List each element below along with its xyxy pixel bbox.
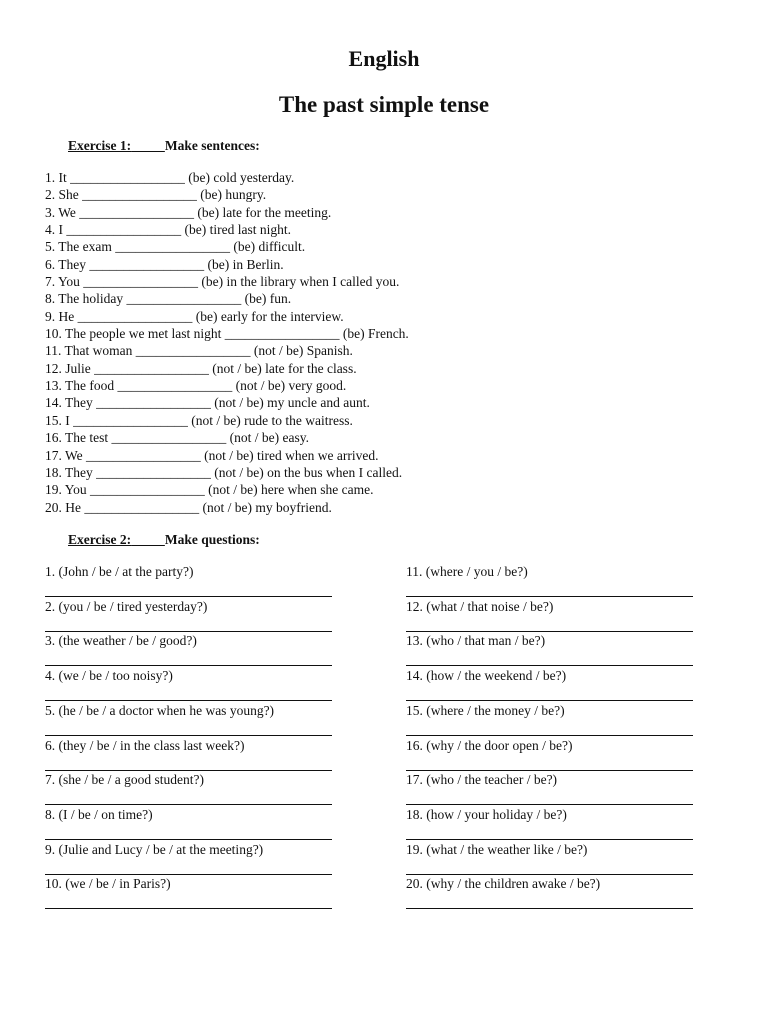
exercise-2-question: 18. (how / your holiday / be?) xyxy=(406,806,567,822)
exercise-2-question: 5. (he / be / a doctor when he was young?) xyxy=(45,702,275,718)
exercise-1-item: 4. I _________________ (be) tired last night. xyxy=(45,222,291,238)
exercise-2-question: 3. (the weather / be / good?) xyxy=(45,633,197,649)
exercise-2-question: 12. (what / that noise / be?) xyxy=(406,598,554,614)
exercise-2-question: 16. (why / the door open / be?) xyxy=(406,737,573,753)
page-title: English xyxy=(348,46,420,71)
exercise-1-heading xyxy=(68,138,260,154)
exercise-1-item: 18. They _________________ (not / be) on the bus when I called. xyxy=(45,464,403,480)
exercise-2-question: 14. (how / the weekend / be?) xyxy=(406,668,567,684)
exercise-2-question: 6. (they / be / in the class last week?) xyxy=(45,737,245,753)
exercise-2-question: 2. (you / be / tired yesterday?) xyxy=(45,598,208,614)
exercise-2-question: 8. (I / be / on time?) xyxy=(45,806,153,822)
exercise-1-item: 13. The food _________________ (not / be) very good. xyxy=(45,378,347,394)
exercise-1-item: 5. The exam _________________ (be) difficult. xyxy=(45,239,306,255)
exercise-2-question: 13. (who / that man / be?) xyxy=(406,633,546,649)
exercise-1-item: 6. They _________________ (be) in Berlin. xyxy=(45,256,284,272)
exercise-1-item: 10. The people we met last night _________________ (be) French. xyxy=(45,326,409,342)
exercise-2-question: 11. (where / you / be?) xyxy=(406,564,528,579)
exercise-1-instruction: Make sentences: xyxy=(164,138,260,153)
exercise-2-label: Exercise 2: xyxy=(68,532,132,547)
exercise-1-item: 7. You _________________ (be) in the library when I called you. xyxy=(45,274,400,290)
exercise-2-gap xyxy=(131,532,165,547)
exercise-2-question: 10. (we / be / in Paris?) xyxy=(45,876,171,892)
exercise-1-gap xyxy=(131,138,165,153)
exercise-2-question: 7. (she / be / a good student?) xyxy=(45,772,204,788)
exercise-1-item: 19. You _________________ (not / be) here when she came. xyxy=(45,482,374,498)
exercise-1-item: 9. He _________________ (be) early for the interview. xyxy=(45,308,344,324)
exercise-1-item: 8. The holiday _________________ (be) fun. xyxy=(45,291,292,307)
exercise-1-item: 16. The test _________________ (not / be) easy. xyxy=(45,430,309,446)
exercise-1-item: 1. It _________________ (be) cold yesterday. xyxy=(45,170,295,185)
exercise-2-question: 19. (what / the weather like / be?) xyxy=(406,841,588,857)
exercise-1-item: 14. They _________________ (not / be) my uncle and aunt. xyxy=(45,395,370,411)
exercise-2-question: 20. (why / the children awake / be?) xyxy=(406,876,601,892)
answer-line xyxy=(45,908,332,909)
exercise-1-item: 12. Julie _________________ (not / be) late for the class. xyxy=(45,360,357,376)
answer-line xyxy=(406,908,693,909)
exercise-1-item: 17. We _________________ (not / be) tired when we arrived. xyxy=(45,447,379,463)
exercise-1-item: 3. We _________________ (be) late for the meeting. xyxy=(45,204,332,220)
exercise-2-question: 1. (John / be / at the party?) xyxy=(45,564,194,579)
exercise-1-item: 11. That woman _________________ (not / be) Spanish. xyxy=(45,343,353,359)
exercise-2-question: 17. (who / the teacher / be?) xyxy=(406,772,558,788)
exercise-2-question: 15. (where / the money / be?) xyxy=(406,702,565,718)
exercise-2-question: 9. (Julie and Lucy / be / at the meeting?) xyxy=(45,841,264,857)
exercise-2-heading xyxy=(68,532,260,548)
exercise-2-instruction: Make questions: xyxy=(164,532,260,547)
exercise-2-question: 4. (we / be / too noisy?) xyxy=(45,668,173,684)
exercise-1-label: Exercise 1: xyxy=(68,138,132,153)
exercise-1-item: 15. I _________________ (not / be) rude to the waitress. xyxy=(45,412,353,428)
exercise-1-item: 20. He _________________ (not / be) my boyfriend. xyxy=(45,499,332,515)
exercise-1-list xyxy=(45,169,409,516)
exercise-1-item: 2. She _________________ (be) hungry. xyxy=(45,187,267,203)
page-subtitle: The past simple tense xyxy=(278,92,490,117)
